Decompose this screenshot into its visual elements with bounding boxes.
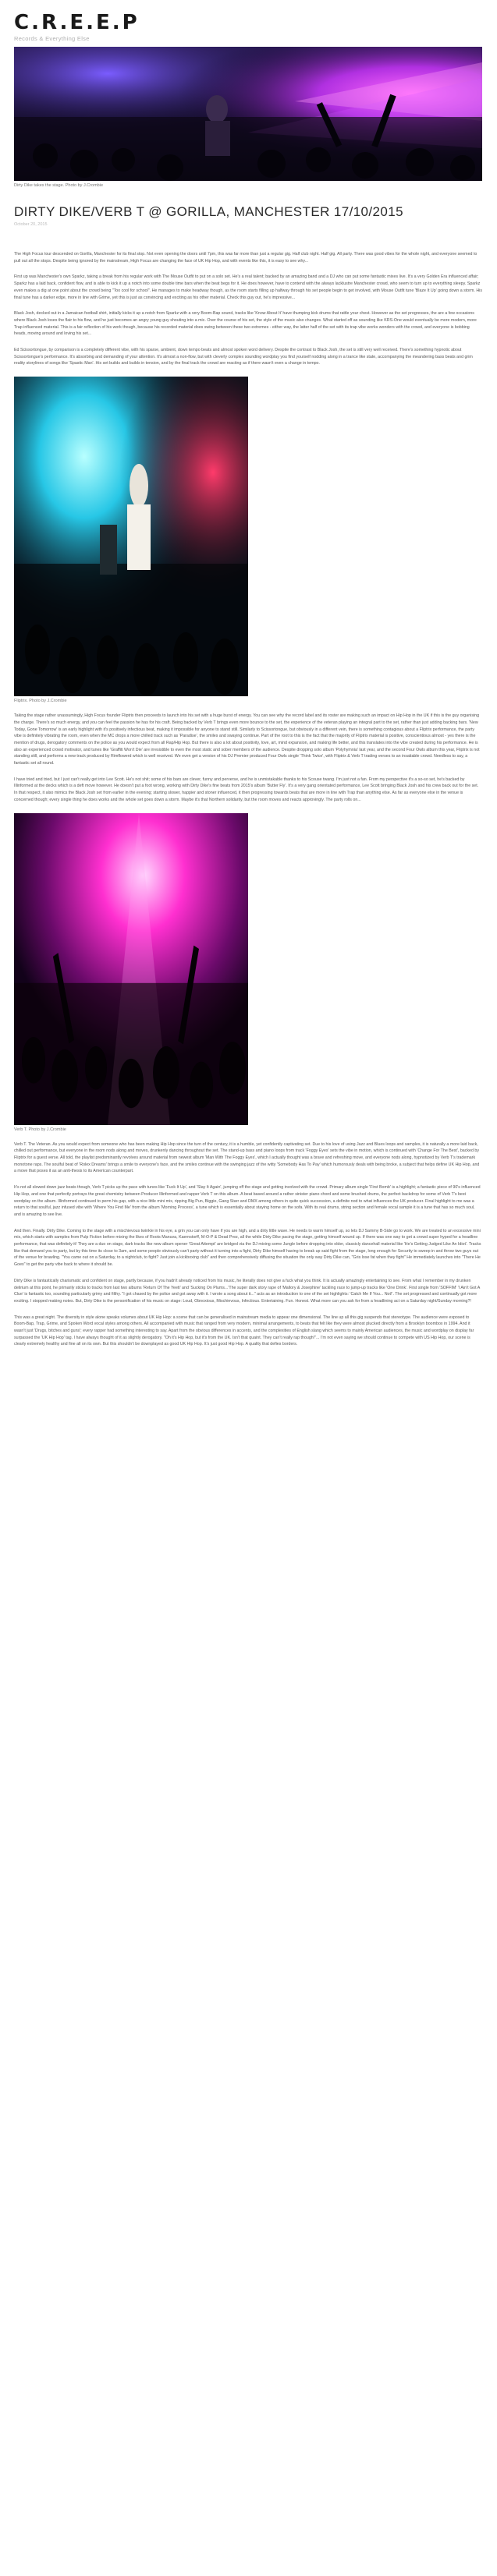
- post-title[interactable]: DIRTY DIKE/VERB T @ GORILLA, MANCHESTER 17/10/2015: [14, 204, 403, 219]
- photo-fliptrix-image: [14, 377, 248, 696]
- paragraph-verb-t-continued: It's not all slowed down jazz beats though, Verb T picks up the pace with tunes like 'Fuck It Up', and 'Slay It Again', jumping off the stage and getting involved with the crowd. Primary album single 'First Bomb' is a highlight; a fantastic piece of 90's influenced Hip Hop, and one that perfectly portrays the great chemistry between Producer Illinformed and rapper Verb T on this album. A beat based around a rather sinister piano chord and some brushed drums, the perfect backdrop for some of Verb T's best wordplay on the album. Illinformed continued to perm his gap, with a nice little mini mix, ripping Big Pun, Biggie, Gang Starr and DMX among others in quite quick succession, a definite nod to what influences the UK producer. Final highlight to me was a return to that soulful, jazz infused vibe with 'Where You Find Me' from the album 'Morning Process', a tune which is essentially about staying home on the sofa. With its real drums, string section and female vocal sample it is a tune that has so much soul, and is amazing to see live.: [14, 1185, 481, 1217]
- site-title[interactable]: C.R.E.E.P: [14, 11, 140, 34]
- paragraph-verb-t: Verb T. The Veteran. As you would expect from someone who has been making Hip Hop since the turn of the century, it is a humble, yet confidently captivating set. Due to his love of using Jazz and Blues loops and samples, it is naturally a more laid back, chilled out performance, but everyone in the room nods along and moves, drunkenly dancing throughout the set. The stand-up bass and piano loops from track 'Foggy Eyes' sets the vibe in motion, which is continued with 'Change For The Best', backed by Fliptrix for a guest verse. All told, the playlist predominantly revolves around material from newest album 'Man With The Foggy Eyes', which I actually thought was a brave and refreshing move, and everyone nods along, hypnotized by Verb T's trademark monotone raps. The soulful beat of 'Rolex Dreams' brings a smile to everyone's face, and the smiles continue with the swinging jazz of the witty 'Somebody Has To Pay' which humorously deals with being broke, a subject that helps define UK Hip Hop, and a move that poses it as an anti-thesis to its American counterpart.: [14, 1141, 480, 1174]
- photo-dirty-dike-image: [14, 47, 482, 181]
- photo-caption-fliptrix: Fliptrix. Photo by J.Crombie: [14, 699, 67, 704]
- paragraph-sparkz: First up was Manchester's own Sparkz, taking a break from his regular work with The Mouse Outfit to put on a solo set. He's a real talent; backed by an amazing band and a DJ who can put some fantastic mixes live. It's a very Golden Era influenced affair; Sparkz has a laid back, confident flow, and is able to kick it up a notch into some double time bars when the beat begs for it. He does however, have to contend with the always lacklustre Manchester crowd, who seem to turn up to everything sleepy. Sparkz even makes a dig at one point about the crowd being "Too cool for school". He manages to make headway though, as the room starts filling up halfway through his set people begin to get involved, with Mouse Outfit tune 'Blaze It Up' going down a storm. His final tune has a darker edge, more in line with Grime, yet this is just as convincing and exciting as his other material. Check this guy out, he's impressive...: [14, 274, 482, 300]
- post-date: October 20, 2015: [14, 222, 48, 227]
- site-tagline: Records & Everything Else: [14, 35, 90, 42]
- photo-verb-t-image: [14, 813, 248, 1125]
- paragraph-conclusion: This was a great night. The diversity in style alone speaks volumes about UK Hip Hop: a scene that can be generalised in mainstream media to appear one dimensional. The line up all this gig suspends that stereotype. The audience were exposed to Boom-Bap, Trap, Grime, and Spoken Word vocal styles among others. All accompanied with music that ranged from very modern, minimal arrangements, to beats that felt like they were almost plucked directly from a Brooklyn boombox in 1994. And it wasn't just 'Drugs, bitches and guns'; every rapper had something interesting to say. Apart from the obvious differences in accents, and the complexities of English slang which seems to mainly American audiences, the music and wordplay on display far surpassed the 'UK Hip Hop' tag. I have always thought of it as slightly derogatory. "Oh it's Hip Hop, but it's from the UK. Isn't that quaint. They can't really rap though!"... I'm not even saying we should continue to compete with US Hip Hop, our scene is clearly extremely healthy and fine all on its own. But this shouldn't be downplayed as good UK Hip Hop. It's just good Hip Hop. A quality that defies borders.: [14, 1315, 474, 1347]
- paragraph-dirty-dike-continued: Dirty Dike is fantastically charismatic and confident on stage, partly because, if you hadn't already noticed from his music, he literally does not give a fuck what you think. It is actually amazingly entertaining to see. From what I remember in my drunken delirium at this point, he primarily sticks to tracks from last two albums 'Return Of The Yeeti' and 'Sucking On Plums...'The super dark story rape of 'Mallory & Josephine' tackling race to jump-up tracks like 'One Drink'. First single from 'SOFFIM' 'I Ain't Got A Clue' is fantastic too, sounding particularly grimy and filthy. "I got chased by the police and got away with it. I wrote a song about it..." acts as an introduction to one of the set highlights: 'Catch Me If You... Not!'. The set progressed and continually got more exciting. I stopped making notes. But, Dirty Dike is the personification of his music on stage: Loud, Obnoxious, Mischievous, Infectious. Entertaining. Fun. Honest. What more can you ask for from a headlining act on a Saturday night/Sunday morning?!: [14, 1278, 480, 1304]
- photo-caption-verb-t: Verb T. Photo by J.Crombie: [14, 1127, 66, 1132]
- photo-caption-dirty-dike: Dirty Dike takes the stage. Photo by J.Crombie: [14, 183, 104, 188]
- paragraph-fliptrix: Taking the stage rather unassumingly, High Focus founder Fliptrix then proceeds to launch into his set with a huge burst of energy. You can see why the record label and its roster are making such an impact on Hip Hop in the UK if this is the guy organising the charge. There's so much energy, and you can feel the passion he has for his craft. Being backed by Verb T brings even more bounce to the set, the experience of the veteran playing an integral part to the set, rather than just adding backing bars. 'New Today, Gone Tomorrow' is an early highlight with it's positively infectious beat, making it impossible for anyone to stand still. Similarly to Scissortongue, but obviously in a different vein, there is something contagious about a Fliptrix performance, the party vibe is definitely vibrating the room, even when the MC drops a more chilled track such as 'Paradise', the smiles and swaying continue. Part of the root to this is the fact that the majority of Fliptrix material is positive, conscientious almost - yes there is the mention of drugs, derogatory comments on the police as you would expect from all Rap/Hip Hop. But there is also a lot about positivity, love, art, mind expansion, and making life better, and this translates into the vibe created during his performance. He is also an experienced crowd motivator, and tunes like 'Graffiti Won't Die' are irresistible to even the most static and sober members of the audience. Despite dropping solo album 'Polyhymnia' last year, and the second Four Owls album this year, Fliptrix is not standing still, and performs a new track produced by Rimflowerd which is well received. We even get a version of his DJ Premier produced Four Owls single 'Think Twice', with Fliptrix & Verb T trading verses to an insatiable crowd. Needless to say, a fantastic set all round.: [14, 713, 480, 766]
- photo-verb-t: [14, 813, 248, 1125]
- paragraph-black-josh: Black Josh, decked out in a Jamaican football shirt, initially kicks it up a notch from Sparkz with a very Boom-Bap sound, tracks like 'Know About It' have thumping kick drums that rattle your chest. However as the set progresses, the are a few occasions where Black Josh loses the flair to his flow, and he just becomes an angry young guy shouting into a mic. Over the course of his set, the style of the music also changes. What started off as sounding like KRS-One would eventually be more modern, more Trap influenced material. This is a fair reflection of his work though, because his recorded material does swing between these two extremes - either way, the latter half of the set with its trap vibe works wonders with the crowd, and everyone is bobbing heads, moving around and loving his set...: [14, 311, 477, 337]
- site-header: [14, 11, 140, 42]
- paragraph-ed-scissortongue: Ed Scissortongue, by comparison is a completely different vibe, with his sparse, ambient, down tempo beats and almost spoken word delivery. Despite the contrast to Black Josh, the set is still very well received. There's something hypnotic about Scissortongue's performance. It's absorbing and demanding of your attention. It's almost a non-flow, but with cleverly complex sounding wordplay you find yourself nodding along in a trance like state, accompanying the meandering bass beats and grim reality storylines of songs like 'Spastic Man'. His set builds and builds in tension, and by the final track the crowd are reacting as if there wasn't even a change in tempo.: [14, 348, 473, 366]
- photo-dirty-dike: [14, 47, 482, 181]
- paragraph-lee-scott: I have tried and tried, but I just can't really get into Lee Scott. He's not shit; some of his bars are clever, funny and perverse, and he is unmistakable thanks to his Scouse twang. I'm just not a fan. From my perspective it's a so-so set, he's backed by Illinformed at the decks which is a deft move however. He doesn't put a foot wrong, working with Dirty Dike's fine beats from 2015's album 'Butter Fly'. It's a very gang orientated performance, Lee Scott bringing Black Josh and his crew back out for the set. In that respect, it also mimics the Black Josh set from earlier in the evening; starting slower, happier and stoner influenced, it then progressing towards beats that are more in line with Trap than anything else. As far as everyone else in the venue is concerned though; every single thing he does works and the whole set goes down a storm. Maybe it's that Northern solidarity, but the room moves and reacts approvingly. The party rolls on...: [14, 777, 479, 802]
- photo-fliptrix: [14, 377, 248, 696]
- paragraph-dirty-dike: And then. Finally. Dirty Dike. Coming to the stage with a mischievous twinkle in his eye, a grin you can only have if you are high, and a dirty little wave. He needs to warm himself up, so lets DJ Sammy B-Side go to work. We are treated to an excessive mini mix, which starts with samples from Pulp Fiction before mixing the likes of Roots Manuva, Kaernstorff, M-O-P & Dead Prez, all the while Dirty Dike pacing the stage, getting himself wound up. If there was one way to get a crowd super hyped for a headline performance, that was definitely it! They are a duo on stage, dark tracks like new album opener 'Great Attempt' are bridged via the DJ mixing some Jungle before dropping into older, classicly dancehall material like 'He's Getting Judged Like An Idiot'. Tracks like that demand you to party, but by this time its close to 3am, and some people obviously can't party without it turning into a fight, Dirty Dike himself having to break up said fight from the stage, long enough for Security to sweep in and throw two guys out of the venue for brawling. "You came out on a Saturday, to a nightclub, to fight? Just join a kickboxing club" and then comprehensively diffusing the situation the only way Dirty Dike can, "Gris lose fat when they fight" He immediately launches into "There He Goes" to get the party vibe back to where it should be.: [14, 1228, 481, 1268]
- paragraph-intro: The High Focus tour descended on Gorilla, Manchester for its final stop. Not even opening the doors until 7pm, this was far more than just a regular gig. Half club night. Half gig. All party. There was good vibes for the whole night, and everyone seemed to pull out all the stops. Despite being ignored by the mainstream, High Focus are changing the face of UK Hip Hop, and with events like this, it is easy to see why...: [14, 252, 477, 264]
